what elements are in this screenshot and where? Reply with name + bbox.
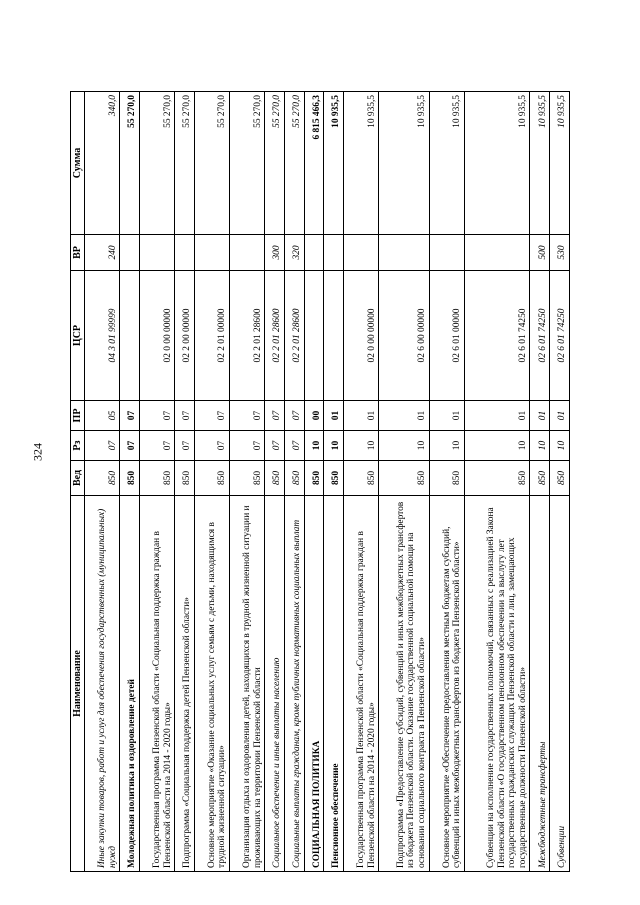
cell-sum: 55 270,0 <box>175 92 195 235</box>
cell-csr <box>324 271 344 401</box>
cell-vr <box>229 235 264 271</box>
cell-csr: 02 6 01 00000 <box>429 271 464 401</box>
header-csr: ЦСР <box>71 271 85 401</box>
cell-sum: 55 270,0 <box>284 92 304 235</box>
cell-vr <box>175 235 195 271</box>
cell-rz: 10 <box>324 431 344 461</box>
cell-vr: 320 <box>284 235 304 271</box>
cell-vr <box>140 235 175 271</box>
cell-vr: 500 <box>530 235 550 271</box>
header-ved: Вед <box>71 461 85 496</box>
header-name: Наименование <box>71 496 85 872</box>
cell-name: Организация отдыха и оздоровления детей, находящихся в трудной жизненной ситуации и проживающих на территории Пензенской области <box>229 496 264 872</box>
table-row <box>120 92 140 872</box>
table-row <box>429 92 464 872</box>
cell-rz: 10 <box>379 431 429 461</box>
cell-sum: 55 270,0 <box>120 92 140 235</box>
cell-rz: 10 <box>464 431 530 461</box>
cell-vr <box>120 235 140 271</box>
cell-vr <box>324 235 344 271</box>
cell-name: Государственная программа Пензенской области «Социальная поддержка граждан в Пензенской области на 2014 - 2020 годы» <box>140 496 175 872</box>
cell-rz: 07 <box>120 431 140 461</box>
cell-vr <box>429 235 464 271</box>
cell-pr: 01 <box>324 401 344 431</box>
cell-sum: 55 270,0 <box>265 92 285 235</box>
cell-ved: 850 <box>343 461 378 496</box>
cell-pr: 01 <box>464 401 530 431</box>
cell-name: Субвенции на исполнение государственных полномочий, связанных с реализацией Закона Пензенской области «О государственном пенсионном обеспечении за выслугу лет государственных гражданских служащих Пензенской области и лиц, замещающих государственные должности Пензенской области» <box>464 496 530 872</box>
cell-csr: 02 0 00 00000 <box>140 271 175 401</box>
cell-rz: 07 <box>175 431 195 461</box>
cell-ved: 850 <box>140 461 175 496</box>
cell-rz: 07 <box>265 431 285 461</box>
cell-ved: 850 <box>265 461 285 496</box>
cell-csr: 02 2 01 00000 <box>194 271 229 401</box>
cell-name: Основное мероприятие «Обеспечение предоставления местным бюджетам субсидий, субвенций и иных межбюджетных трансфертов из бюджета Пензенской области» <box>429 496 464 872</box>
page-number: 324 <box>30 443 45 461</box>
cell-sum: 6 815 466,3 <box>304 92 324 235</box>
cell-name: Социальное обеспечение и иные выплаты населению <box>265 496 285 872</box>
cell-name: Молодежная политика и оздоровление детей <box>120 496 140 872</box>
cell-rz: 07 <box>140 431 175 461</box>
cell-name: Подпрограмма «Социальная поддержка детей Пензенской области» <box>175 496 195 872</box>
table-row <box>530 92 550 872</box>
cell-pr: 01 <box>379 401 429 431</box>
cell-name: Государственная программа Пензенской области «Социальная поддержка граждан в Пензенской области на 2014 - 2020 годы» <box>343 496 378 872</box>
cell-csr: 02 2 01 28600 <box>265 271 285 401</box>
cell-vr <box>343 235 378 271</box>
cell-rz: 10 <box>429 431 464 461</box>
cell-rz: 07 <box>284 431 304 461</box>
cell-pr: 00 <box>304 401 324 431</box>
cell-name: Иные закупки товаров, работ и услуг для обеспечения государственных (муниципальных) нужд <box>85 496 120 872</box>
cell-rz: 07 <box>194 431 229 461</box>
header-vr: ВР <box>71 235 85 271</box>
table-row <box>464 92 530 872</box>
budget-table <box>70 91 570 872</box>
cell-sum: 55 270,0 <box>140 92 175 235</box>
cell-pr: 01 <box>530 401 550 431</box>
cell-pr: 07 <box>265 401 285 431</box>
cell-sum: 10 935,5 <box>429 92 464 235</box>
table-row <box>324 92 344 872</box>
cell-csr: 02 6 01 74250 <box>530 271 550 401</box>
table-row <box>229 92 264 872</box>
cell-sum: 10 935,5 <box>464 92 530 235</box>
table-container <box>70 92 570 872</box>
cell-vr <box>304 235 324 271</box>
cell-csr: 02 2 01 28600 <box>229 271 264 401</box>
cell-ved: 850 <box>175 461 195 496</box>
header-sum: Сумма <box>71 92 85 235</box>
cell-csr: 02 6 01 74250 <box>550 271 570 401</box>
cell-rz: 10 <box>343 431 378 461</box>
cell-ved: 850 <box>530 461 550 496</box>
cell-pr: 07 <box>120 401 140 431</box>
cell-pr: 01 <box>550 401 570 431</box>
cell-ved: 850 <box>464 461 530 496</box>
cell-vr: 300 <box>265 235 285 271</box>
table-row <box>85 92 120 872</box>
cell-sum: 10 935,5 <box>324 92 344 235</box>
header-row <box>71 92 85 872</box>
cell-ved: 850 <box>304 461 324 496</box>
table-row <box>550 92 570 872</box>
cell-rz: 10 <box>550 431 570 461</box>
cell-pr: 01 <box>343 401 378 431</box>
cell-ved: 850 <box>120 461 140 496</box>
cell-rz: 07 <box>229 431 264 461</box>
cell-sum: 55 270,0 <box>194 92 229 235</box>
cell-sum: 10 935,5 <box>379 92 429 235</box>
cell-vr: 530 <box>550 235 570 271</box>
cell-ved: 850 <box>379 461 429 496</box>
table-row <box>194 92 229 872</box>
cell-name: СОЦИАЛЬНАЯ ПОЛИТИКА <box>304 496 324 872</box>
cell-pr: 01 <box>429 401 464 431</box>
header-pr: ПР <box>71 401 85 431</box>
cell-ved: 850 <box>194 461 229 496</box>
cell-pr: 05 <box>85 401 120 431</box>
cell-sum: 55 270,0 <box>229 92 264 235</box>
cell-ved: 850 <box>284 461 304 496</box>
cell-vr <box>194 235 229 271</box>
header-rz: Рз <box>71 431 85 461</box>
cell-pr: 07 <box>140 401 175 431</box>
cell-vr <box>379 235 429 271</box>
cell-name: Субвенции <box>550 496 570 872</box>
table-row <box>140 92 175 872</box>
cell-ved: 850 <box>324 461 344 496</box>
table-body <box>85 92 570 872</box>
cell-pr: 07 <box>284 401 304 431</box>
cell-pr: 07 <box>194 401 229 431</box>
cell-csr: 02 0 00 00000 <box>343 271 378 401</box>
cell-csr: 04 3 01 99999 <box>85 271 120 401</box>
cell-csr: 02 2 01 28600 <box>284 271 304 401</box>
cell-csr <box>120 271 140 401</box>
cell-sum: 10 935,5 <box>530 92 550 235</box>
cell-ved: 850 <box>229 461 264 496</box>
cell-csr <box>304 271 324 401</box>
table-row <box>304 92 324 872</box>
cell-sum: 10 935,5 <box>550 92 570 235</box>
cell-ved: 850 <box>429 461 464 496</box>
table-row <box>265 92 285 872</box>
cell-ved: 850 <box>85 461 120 496</box>
table-row <box>343 92 378 872</box>
cell-rz: 07 <box>85 431 120 461</box>
cell-name: Основное мероприятие «Оказание социальных услуг семьям с детьми, находящимся в трудной жизненной ситуации» <box>194 496 229 872</box>
cell-vr <box>464 235 530 271</box>
cell-sum: 10 935,5 <box>343 92 378 235</box>
cell-csr: 02 6 01 74250 <box>464 271 530 401</box>
cell-name: Подпрограмма «Предоставление субсидий, субвенций и иных межбюджетных трансфертов из бюджета Пензенской области. Оказание государственной социальной помощи на основании социального контракта в Пензенской области» <box>379 496 429 872</box>
cell-name: Межбюджетные трансферты <box>530 496 550 872</box>
cell-vr: 240 <box>85 235 120 271</box>
table-row <box>284 92 304 872</box>
cell-rz: 10 <box>304 431 324 461</box>
cell-rz: 10 <box>530 431 550 461</box>
cell-sum: 340,0 <box>85 92 120 235</box>
cell-ved: 850 <box>550 461 570 496</box>
table-row <box>379 92 429 872</box>
cell-pr: 07 <box>175 401 195 431</box>
cell-csr: 02 2 00 00000 <box>175 271 195 401</box>
cell-csr: 02 6 00 00000 <box>379 271 429 401</box>
cell-name: Социальные выплаты гражданам, кроме публичных нормативных социальных выплат <box>284 496 304 872</box>
cell-name: Пенсионное обеспечение <box>324 496 344 872</box>
table-row <box>175 92 195 872</box>
cell-pr: 07 <box>229 401 264 431</box>
